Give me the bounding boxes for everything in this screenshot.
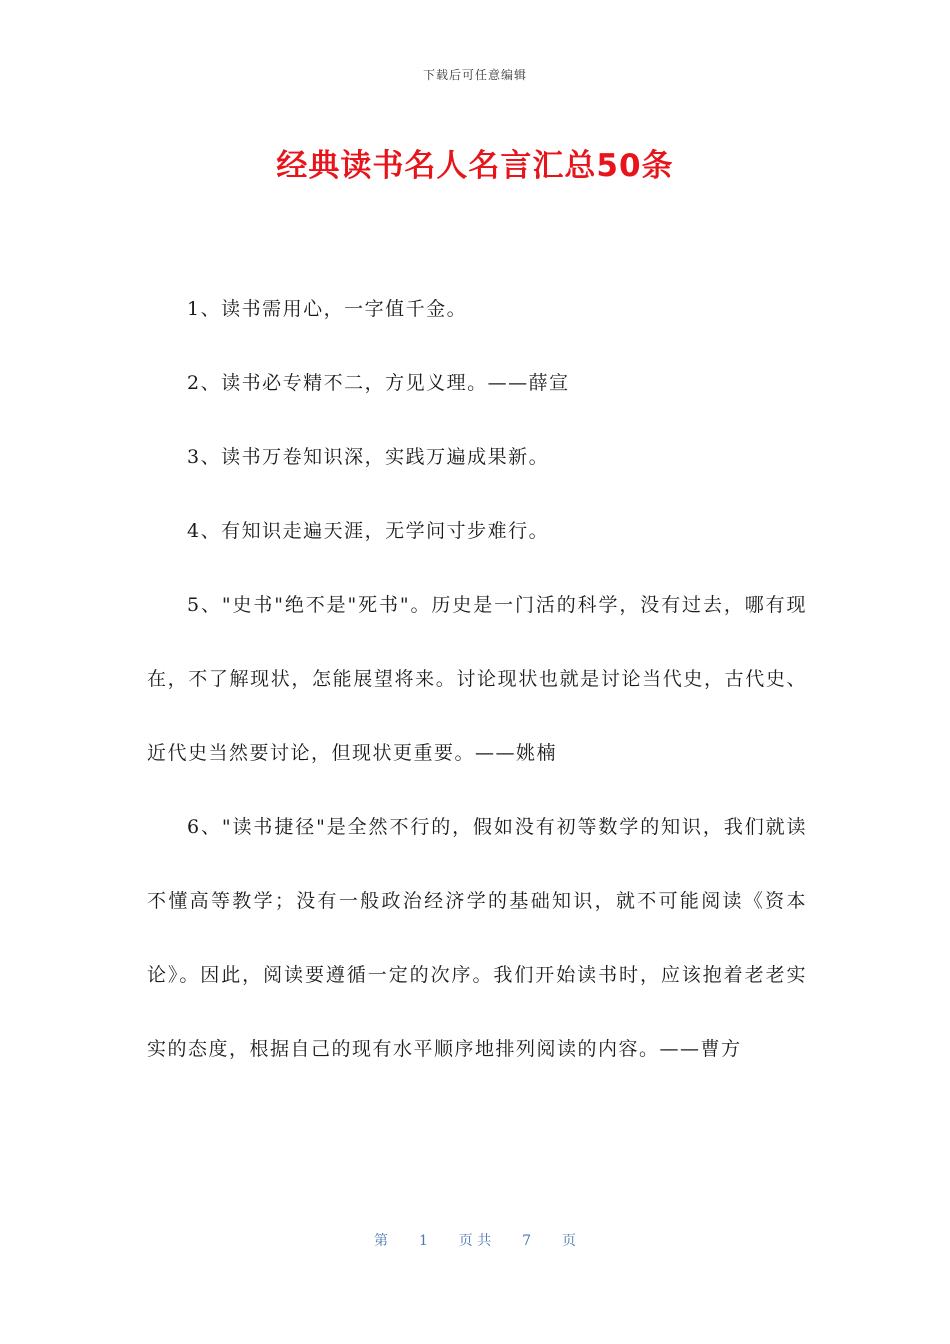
footer-label-page: 第	[374, 1233, 389, 1249]
quote-paragraph-4: 4、有知识走遍天涯，无学问寸步难行。	[187, 520, 550, 542]
document-title: 经典读书名人名言汇总50条	[276, 148, 674, 184]
header-note: 下载后可任意编辑	[422, 68, 527, 82]
footer-current-page: 1	[418, 1233, 428, 1249]
footer-total-pages: 7	[522, 1233, 532, 1249]
quote-paragraph-6: 6、"读书捷径"是全然不行的，假如没有初等数学的知识，我们就读不懂高等教学；没有一般政治经济学的基础知识，就不可能阅读《资本论》。因此，阅读要遵循一定的次序。我们开始读书时，应该抱着老老实实的态度，根据自己的现有水平顺序地排列阅读的内容。——曹方	[147, 816, 807, 1060]
page-footer	[0, 1230, 950, 1250]
quote-paragraph-1: 1、读书需用心，一字值千金。	[187, 298, 468, 320]
footer-label-page-end: 页	[561, 1233, 576, 1249]
quote-paragraph-3: 3、读书万卷知识深，实践万遍成果新。	[187, 446, 550, 468]
footer-label-of: 页 共	[458, 1233, 492, 1249]
quote-paragraph-2: 2、读书必专精不二，方见义理。——薛宣	[187, 372, 570, 394]
document-body	[147, 272, 807, 1086]
quote-paragraph-5: 5、"史书"绝不是"死书"。历史是一门活的科学，没有过去，哪有现在，不了解现状，怎能展望将来。讨论现状也就是讨论当代史，古代史、近代史当然要讨论，但现状更重要。——姚楠	[147, 594, 807, 764]
